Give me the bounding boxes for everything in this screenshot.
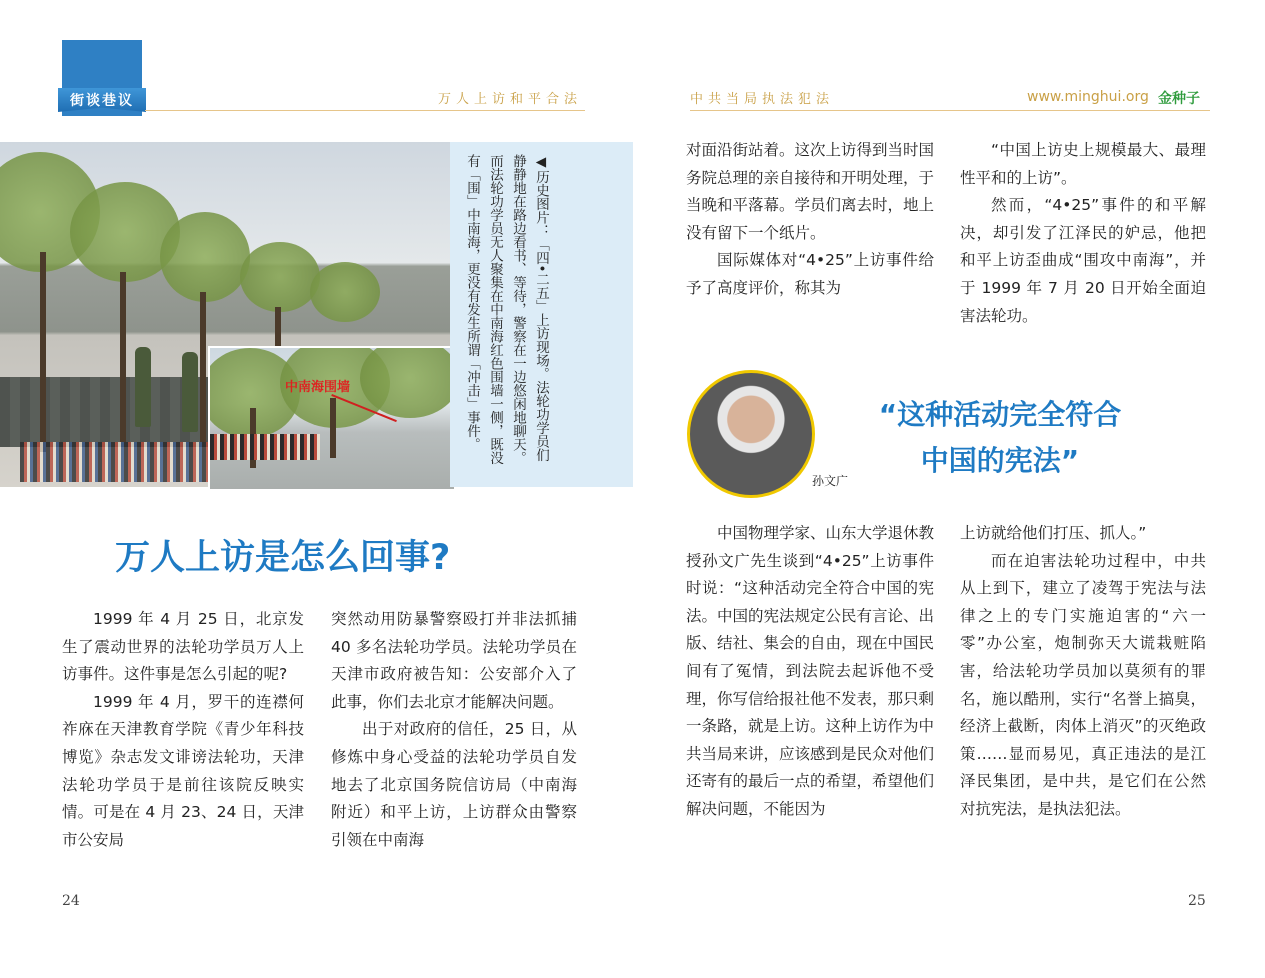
header-rule-left — [145, 110, 585, 111]
pull-quote-line: 中国的宪法” — [920, 444, 1080, 477]
paragraph: 对面沿街站着。这次上访得到当时国务院总理的亲自接待和开明处理，于当晚和平落幕。学员们离去时，地上没有留下一个纸片。 — [686, 141, 935, 242]
pull-quote-line: “这种活动完全符合 — [878, 398, 1122, 431]
photo-caption-box — [450, 142, 633, 487]
paragraph: 中国物理学家、山东大学退休教授孙文广先生谈到“4•25”上访事件时说：“这种活动完全符合中国的宪法。中国的宪法规定公民有言论、出版、结社、集会的自由，现在中国民间有了冤情，到法院去起诉他不受理，你写信给报社他不发表，那只剩一条路，就是上访。这种上访作为中共当局来讲，应该感到是民众对他们还寄有的最后一点的希望，希望他们解决问题，不能因为 — [686, 524, 935, 818]
site-url: www.minghui.org — [1027, 89, 1149, 105]
paragraph: 出于对政府的信任，25 日，从修炼中身心受益的法轮功学员自发地去了北京国务院信访局（中南海附近）和平上访，上访群众由警察引领在中南海 — [331, 720, 577, 849]
header-rule-right — [690, 110, 1210, 111]
brand-name: 金种子 — [1158, 91, 1200, 107]
interview-column-1 — [686, 520, 934, 824]
article-column-2 — [331, 606, 577, 854]
photo-caption: ◀历史图片：「四•二五」上访现场。法轮功学员们静静地在路边看书、等待，警察在一边悠闲地聊天。而法轮功学员无人聚集在中南海红色围墙一侧，既没有「围」中南海，更没有发生所谓「冲击」事件。 — [464, 154, 549, 465]
running-title-right: 中共当局执法犯法 — [690, 92, 835, 107]
paragraph: 然而，“4•25”事件的和平解决，却引发了江泽民的妒忌，他把和平上访歪曲成“围攻中南海”，并于 1999 年 7 月 20 日开始全面迫害法轮功。 — [960, 196, 1206, 325]
photo-guard — [135, 347, 151, 427]
photo-guard — [182, 352, 198, 432]
paragraph: 1999 年 4 月 25 日，北京发生了震动世界的法轮功学员万人上访事件。这件事是怎么引起的呢? — [62, 610, 304, 684]
speaker-name: 孙文广 — [812, 474, 849, 488]
paragraph: “中国上访史上规模最大、最理性平和的上访”。 — [960, 141, 1206, 187]
inset-photo-label: 中南海围墙 — [285, 380, 351, 395]
paragraph: 上访就给他们打压、抓人。” — [960, 524, 1147, 542]
article-headline: 万人上访是怎么回事? — [115, 538, 451, 578]
page-number-right: 25 — [1188, 893, 1206, 909]
pull-quote — [840, 392, 1160, 484]
article-column-4 — [960, 137, 1206, 330]
inset-photo — [208, 346, 454, 489]
paragraph: 而在迫害法轮功过程中，中共从上到下，建立了凌驾于宪法与法律之上的专门实施迫害的“六一零”办公室，炮制弥天大谎栽赃陷害，给法轮功学员加以莫须有的罪名，施以酷刑，实行“名誉上搞臭，经济上截断，肉体上消灭”的灭绝政策……显而易见，真正违法的是江泽民集团，是中共，是它们在公然对抗宪法，是执法犯法。 — [960, 551, 1206, 818]
paragraph: 国际媒体对“4•25”上访事件给予了高度评价，称其为 — [686, 251, 934, 297]
speaker-portrait — [687, 370, 815, 498]
paragraph: 突然动用防暴警察殴打并非法抓捕 40 多名法轮功学员。法轮功学员在天津市政府被告知：公安部介入了此事，你们去北京才能解决问题。 — [331, 610, 577, 711]
article-column-3 — [686, 137, 934, 303]
page-number-left: 24 — [62, 893, 80, 909]
running-title-left: 万人上访和平合法 — [438, 92, 583, 107]
paragraph: 1999 年 4 月，罗干的连襟何祚庥在天津教育学院《青少年科技博览》杂志发文诽谤法轮功，天津法轮功学员于是前往该院反映实情。可是在 4 月 23、24 日，天津市公安局 — [62, 692, 304, 849]
section-badge-label: 街谈巷议 — [70, 93, 134, 109]
article-column-1 — [62, 606, 304, 854]
interview-column-2 — [960, 520, 1206, 824]
